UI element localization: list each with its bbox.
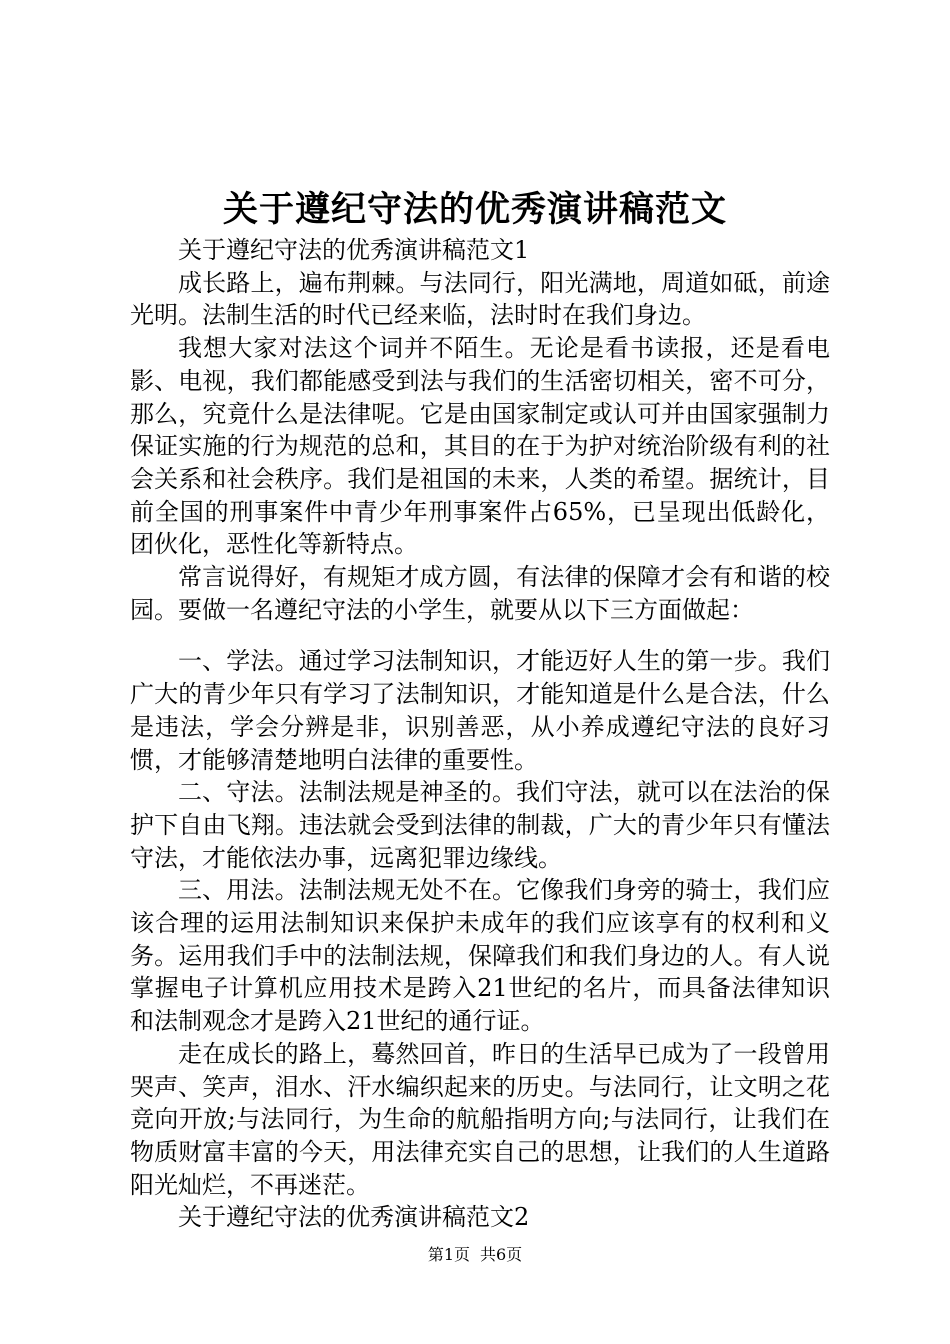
page-total: 共6页 [480,1245,523,1264]
section-heading-1: 关于遵纪守法的优秀演讲稿范文1 [178,236,530,264]
paragraph: 我想大家对法这个词并不陌生。无论是看书读报，还是看电影、电视，我们都能感受到法与我们的生活密切相关，密不可分，那么，究竟什么是法律呢。它是由国家制定或认可并由国家强制力保证实施的行为规范的总和，其目的在于为护对统治阶级有利的社会关系和社会秩序。我们是祖国的未来，人类的希望。据统计，目前全国的刑事案件中青少年刑事案件占65%，已呈现出低龄化，团伙化，恶性化等新特点。 [130,334,830,559]
document-title: 关于遵纪守法的优秀演讲稿范文 [222,189,727,230]
document-body [130,234,830,1234]
paragraph: 成长路上，遍布荆棘。与法同行，阳光满地，周道如砥，前途光明。法制生活的时代已经来临，法时时在我们身边。 [130,268,830,330]
paragraph: 三、用法。法制法规无处不在。它像我们身旁的骑士，我们应该合理的运用法制知识来保护未成年的我们应该享有的权利和义务。运用我们手中的法制法规，保障我们和我们身边的人。有人说掌握电子计算机应用技术是跨入21世纪的名片，而具备法律知识和法制观念才是跨入21世纪的通行证。 [130,876,830,1036]
paragraph: 走在成长的路上，蓦然回首，昨日的生活早已成为了一段曾用哭声、笑声，泪水、汗水编织起来的历史。与法同行，让文明之花竞向开放;与法同行，为生命的航船指明方向;与法同行，让我们在物质财富丰富的今天，用法律充实自己的思想，让我们的人生道路阳光灿烂，不再迷茫。 [130,1039,830,1199]
paragraph: 一、学法。通过学习法制知识，才能迈好人生的第一步。我们广大的青少年只有学习了法制知识，才能知道是什么是合法，什么是违法，学会分辨是非，识别善恶，从小养成遵纪守法的良好习惯，才能够清楚地明白法律的重要性。 [130,647,830,774]
paragraph: 常言说得好，有规矩才成方圆，有法律的保障才会有和谐的校园。要做一名遵纪守法的小学生，就要从以下三方面做起： [130,563,830,624]
section-heading-2: 关于遵纪守法的优秀演讲稿范文2 [178,1203,530,1232]
paragraph: 二、守法。法制法规是神圣的。我们守法，就可以在法治的保护下自由飞翔。违法就会受到法律的制裁，广大的青少年只有懂法守法，才能依法办事，远离犯罪边缘线。 [130,778,830,872]
page-footer [0,1244,950,1266]
page-number: 第1页 [427,1245,470,1264]
